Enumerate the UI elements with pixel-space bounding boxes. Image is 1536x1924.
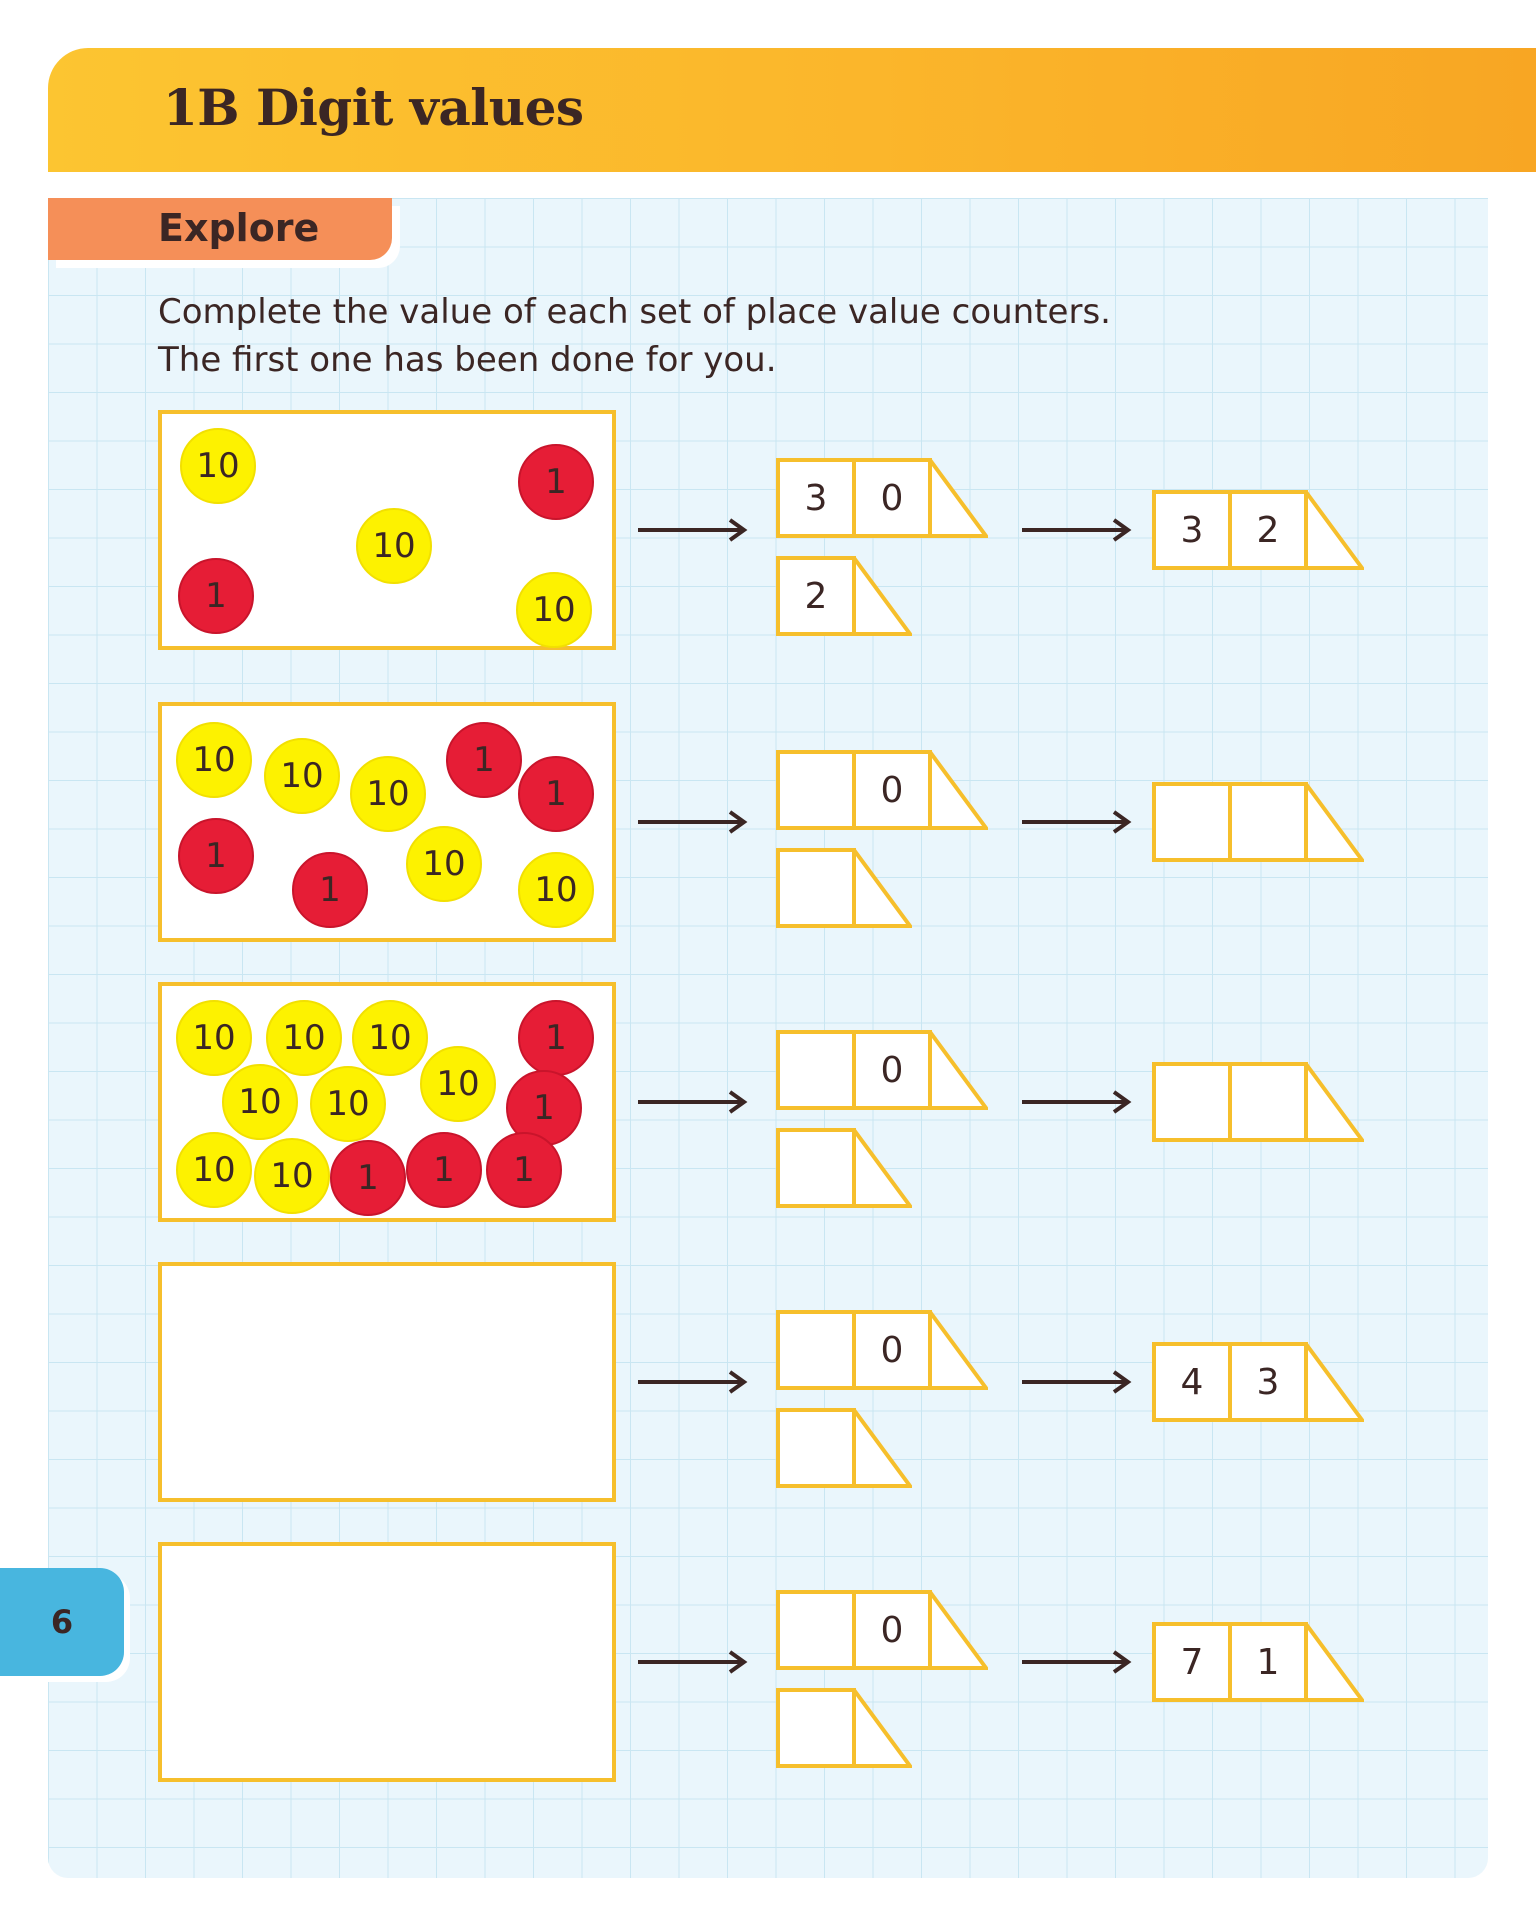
ten-counter: 10 [176, 1132, 252, 1208]
page-number-tab [0, 1568, 124, 1676]
one-counter: 1 [406, 1132, 482, 1208]
arrow-to-result [1022, 1650, 1134, 1674]
place-value-tab [852, 1128, 912, 1208]
result-tens-cell[interactable]: 4 [1152, 1342, 1232, 1422]
counter-box [158, 410, 616, 650]
result-ones-cell[interactable]: 3 [1228, 1342, 1308, 1422]
ones-digit-cell[interactable] [776, 1408, 856, 1488]
arrow-to-result [1022, 518, 1134, 542]
place-value-tab [928, 1310, 988, 1390]
ten-counter: 10 [264, 738, 340, 814]
ten-counter: 10 [176, 1000, 252, 1076]
result-ones-cell[interactable] [1228, 782, 1308, 862]
ten-counter: 10 [266, 1000, 342, 1076]
place-value-tab [1304, 1622, 1364, 1702]
one-counter: 1 [518, 444, 594, 520]
arrow-to-result [1022, 1370, 1134, 1394]
result-tens-cell[interactable]: 7 [1152, 1622, 1232, 1702]
one-counter: 1 [330, 1140, 406, 1216]
result-ones-cell[interactable]: 2 [1228, 490, 1308, 570]
tens-zero-cell[interactable]: 0 [852, 1590, 932, 1670]
arrow-to-partition [638, 810, 750, 834]
explore-tab [48, 198, 392, 260]
instructions [158, 288, 1111, 384]
ones-digit-cell[interactable]: 2 [776, 556, 856, 636]
arrow-to-partition [638, 1090, 750, 1114]
ten-counter: 10 [176, 722, 252, 798]
one-counter: 1 [292, 852, 368, 928]
page-number: 6 [50, 1603, 74, 1641]
tens-digit-cell[interactable] [776, 750, 856, 830]
ten-counter: 10 [180, 428, 256, 504]
tens-zero-cell[interactable]: 0 [852, 1310, 932, 1390]
tens-zero-cell[interactable]: 0 [852, 458, 932, 538]
page-title: 1B Digit values [163, 78, 584, 137]
counter-box [158, 702, 616, 942]
result-tens-cell[interactable] [1152, 782, 1232, 862]
place-value-tab [1304, 1342, 1364, 1422]
place-value-tab [928, 1030, 988, 1110]
one-counter: 1 [486, 1132, 562, 1208]
ten-counter: 10 [406, 826, 482, 902]
place-value-tab [1304, 490, 1364, 570]
arrow-to-result [1022, 1090, 1134, 1114]
tens-zero-cell[interactable]: 0 [852, 750, 932, 830]
place-value-tab [852, 1408, 912, 1488]
result-ones-cell[interactable] [1228, 1062, 1308, 1142]
ten-counter: 10 [222, 1064, 298, 1140]
tens-digit-cell[interactable] [776, 1310, 856, 1390]
place-value-tab [852, 556, 912, 636]
one-counter: 1 [506, 1070, 582, 1146]
one-counter: 1 [518, 756, 594, 832]
arrow-to-partition [638, 1370, 750, 1394]
ones-digit-cell[interactable] [776, 1128, 856, 1208]
arrow-to-result [1022, 810, 1134, 834]
ten-counter: 10 [352, 1000, 428, 1076]
title-bar [48, 48, 1536, 172]
explore-label: Explore [158, 206, 320, 250]
result-ones-cell[interactable]: 1 [1228, 1622, 1308, 1702]
place-value-tab [1304, 1062, 1364, 1142]
tens-digit-cell[interactable] [776, 1590, 856, 1670]
place-value-tab [852, 848, 912, 928]
place-value-tab [928, 750, 988, 830]
result-tens-cell[interactable]: 3 [1152, 490, 1232, 570]
one-counter: 1 [446, 722, 522, 798]
place-value-tab [928, 1590, 988, 1670]
arrow-to-partition [638, 518, 750, 542]
one-counter: 1 [178, 558, 254, 634]
one-counter: 1 [518, 1000, 594, 1076]
ten-counter: 10 [356, 508, 432, 584]
tens-digit-cell[interactable]: 3 [776, 458, 856, 538]
place-value-tab [1304, 782, 1364, 862]
ten-counter: 10 [420, 1046, 496, 1122]
tens-digit-cell[interactable] [776, 1030, 856, 1110]
arrow-to-partition [638, 1650, 750, 1674]
ten-counter: 10 [516, 572, 592, 648]
ten-counter: 10 [518, 852, 594, 928]
ones-digit-cell[interactable] [776, 848, 856, 928]
tens-zero-cell[interactable]: 0 [852, 1030, 932, 1110]
counter-box [158, 1542, 616, 1782]
ones-digit-cell[interactable] [776, 1688, 856, 1768]
instruction-line-2: The first one has been done for you. [158, 340, 777, 380]
ten-counter: 10 [350, 756, 426, 832]
ten-counter: 10 [254, 1138, 330, 1214]
counter-box [158, 1262, 616, 1502]
place-value-tab [928, 458, 988, 538]
instruction-line-1: Complete the value of each set of place value counters. [158, 292, 1111, 332]
place-value-tab [852, 1688, 912, 1768]
ten-counter: 10 [310, 1066, 386, 1142]
one-counter: 1 [178, 818, 254, 894]
result-tens-cell[interactable] [1152, 1062, 1232, 1142]
counter-box [158, 982, 616, 1222]
